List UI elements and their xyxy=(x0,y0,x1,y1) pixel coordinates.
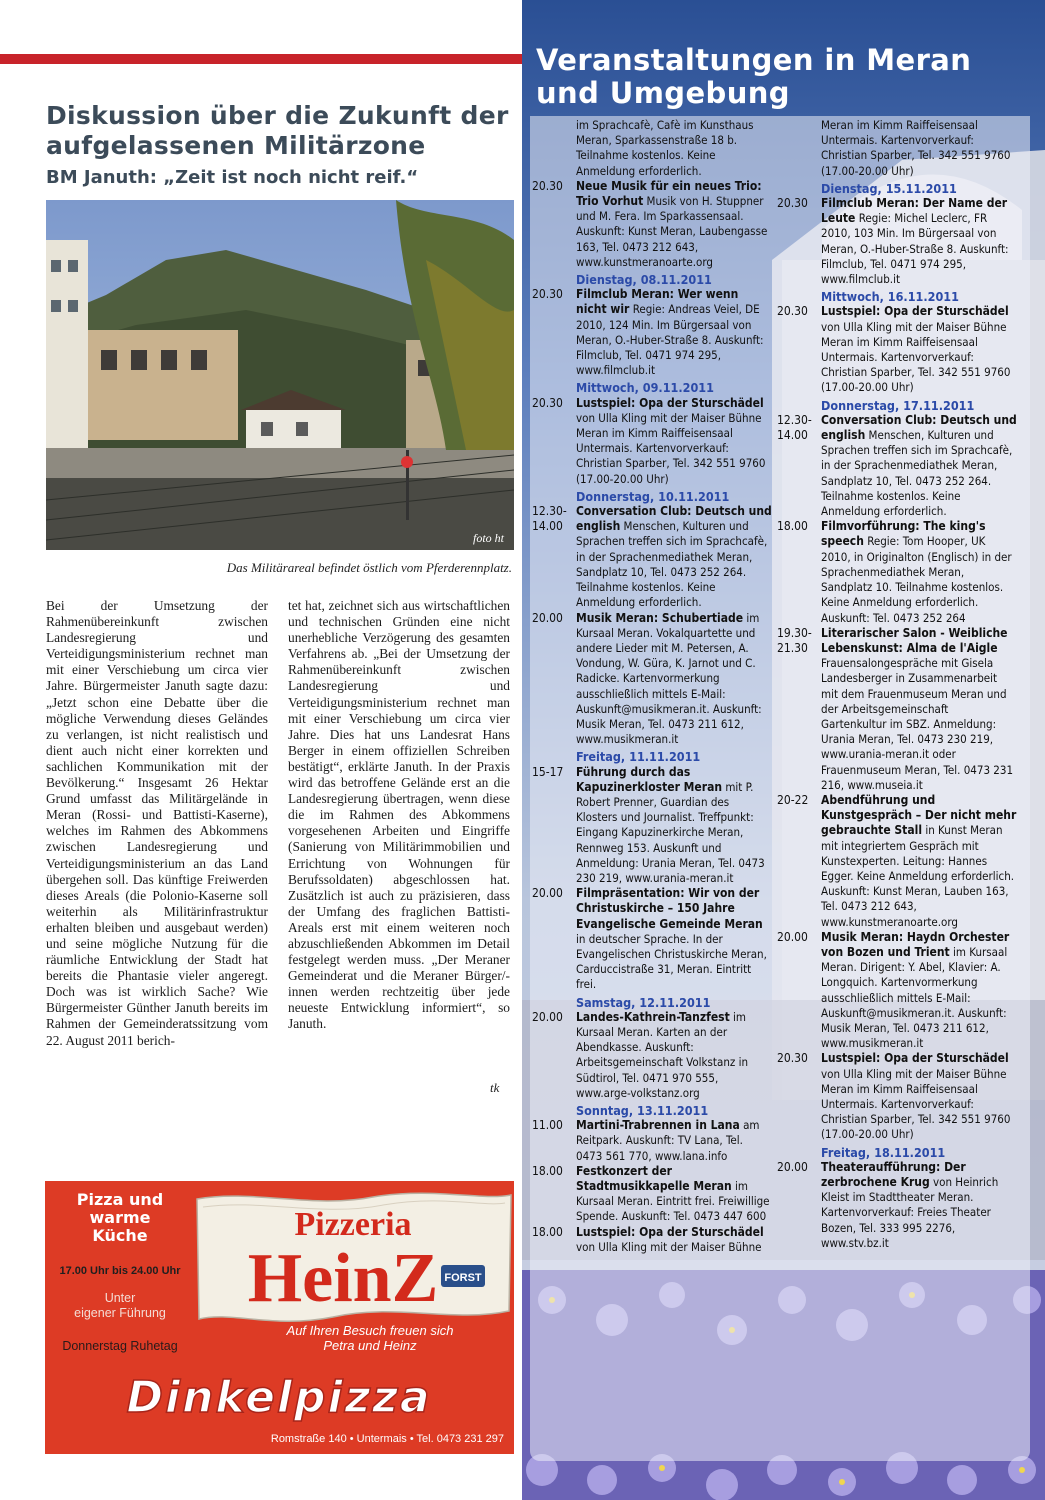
event-body xyxy=(821,626,1017,793)
event-title: Musik Meran: Haydn Orchester von Bozen und Trient xyxy=(821,929,1010,959)
event-time: 11.00 xyxy=(532,1118,563,1133)
event-time: 20.30 xyxy=(532,395,563,410)
event-body xyxy=(576,1225,772,1255)
pizzeria-advertisement xyxy=(45,1181,514,1454)
event-description: von Ulla Kling mit der Maiser Bühne Meran im Kimm Raiffeisensaal Untermais. Kartenvorverkauf: Christian Sparber, Tel. 342 551 9760 (17.00-20.00 Uhr) xyxy=(821,1066,1011,1142)
military-area-photo xyxy=(46,200,514,550)
ad-pizza-line: warme xyxy=(89,1208,151,1227)
event-description: im Kursaal Meran. Vokalquartette und andere Lieder mit M. Petersen, A. Vondung, W. Güra, K. Jarnot und C. Radicke. Kartenvormerkung ausschließlich mittels E-Mail: Auskunft@musikmeran.it. Auskunft: Musik Meran, Tel. 0473 211 612, www.musikmeran.it xyxy=(576,610,762,747)
event-time: 20.00 xyxy=(777,929,808,944)
event-entry xyxy=(777,1160,1017,1251)
event-title: Martini-Trabrennen in Lana xyxy=(576,1118,740,1133)
event-date-heading: Samstag, 12.11.2011 xyxy=(576,994,711,1010)
event-title: Filmvorführung: The king's speech xyxy=(821,519,986,549)
events-section xyxy=(522,0,1045,1500)
event-entry xyxy=(532,287,772,378)
event-body xyxy=(821,196,1017,287)
ad-pizza-heading xyxy=(45,1191,195,1245)
events-title xyxy=(536,44,1036,110)
event-entry xyxy=(777,519,1017,625)
event-title: Lustspiel: Opa der Sturschädel xyxy=(576,1224,764,1239)
article-author: tk xyxy=(490,1080,500,1095)
event-description: von Heinrich Kleist im Stadttheater Meran. Kartenvorverkauf: Freies Theater Bozen, Tel. 333 995 2276, www.stv.bz.it xyxy=(821,1175,999,1250)
ad-welcome-line: Auf Ihren Besuch freuen sich xyxy=(286,1323,454,1338)
event-body xyxy=(576,1164,772,1225)
dinkelpizza-logo xyxy=(45,1366,514,1426)
event-entry xyxy=(777,304,1017,395)
event-title: Musik Meran: Schubertiade xyxy=(576,610,744,625)
event-entry xyxy=(777,1051,1017,1142)
event-entry xyxy=(777,793,1017,930)
ad-welcome-message xyxy=(250,1323,490,1353)
event-date-heading: Mittwoch, 16.11.2011 xyxy=(821,289,959,305)
event-entry xyxy=(532,1010,772,1101)
event-description: Regie: Tom Hooper, UK 2010, in Originalton (Englisch) in der Sprachenmediathek Meran, Sandplatz 10. Teilnahme kostenlos. Keine Anmeldung erforderlich. Auskunft: Tel. 0473 252 264 xyxy=(821,534,1012,625)
event-body xyxy=(576,504,772,610)
event-continuation: im Sprachcafè, Cafè im Kunsthaus Meran, Sparkassenstraße 18 b. Teilnahme kostenlos. Keine Anmeldung erforderlich. xyxy=(576,118,754,178)
event-time: 20.00 xyxy=(532,610,563,625)
ad-address: Romstraße 140 • Untermais • Tel. 0473 231 297 xyxy=(270,1433,504,1445)
event-title: Lustspiel: Opa der Sturschädel xyxy=(821,1051,1009,1066)
event-description: von Ulla Kling mit der Maiser Bühne Meran im Kimm Raiffeisensaal Untermais. Kartenvorverkauf: Christian Sparber, Tel. 342 551 9760 (17.00-20.00 Uhr) xyxy=(576,410,766,486)
event-description: von Ulla Kling mit der Maiser Bühne xyxy=(576,1239,762,1254)
forst-beer-logo: FORST xyxy=(444,1272,482,1284)
event-body xyxy=(576,179,772,270)
event-title: Filmclub Meran: Wer wenn nicht wir xyxy=(576,287,739,317)
event-entry xyxy=(777,626,1017,793)
event-description: im Kursaal Meran. Karten an der Abendkasse. Auskunft: Arbeitsgemeinschaft Volkstanz in Südtirol, Tel. 0471 970 555, www.arge-volkstanz.org xyxy=(576,1009,749,1100)
event-entry xyxy=(532,1225,772,1255)
event-entry xyxy=(532,179,772,270)
event-description: Menschen, Kulturen und Sprachen treffen sich im Sprachcafè, in der Sprachenmediathek Meran, Sandplatz 10, Tel. 0473 252 264. Teilnahme kostenlos. Keine Anmeldung erforderlich. xyxy=(821,428,1013,519)
event-entry xyxy=(532,504,772,610)
events-column-right xyxy=(777,118,1017,1251)
event-entry xyxy=(777,413,1017,519)
event-title: Literarischer Salon - Weibliche Lebenskunst: Alma de l'Aigle xyxy=(821,625,1008,655)
event-title: Lustspiel: Opa der Sturschädel xyxy=(821,304,1009,319)
brand-pizzeria-text: Pizzeria xyxy=(294,1206,412,1243)
event-time: 18.00 xyxy=(532,1224,563,1239)
event-entry xyxy=(777,196,1017,287)
event-body xyxy=(821,413,1017,519)
events-column-left xyxy=(532,118,772,1255)
event-body xyxy=(576,765,772,887)
article-column-2: tet hat, zeichnet sich aus wirtschaftlichen und technischen Gründen eine nicht unerhebliche Verzögerung des gesamten Verfahrens ab. „Bei der Umsetzung der Rahmenübereinkunft zwischen Landesregierung und Verteidigungsministerium rechnet man mit einer Verschiebung um circa vier Jahre. Dies hat uns Landesrat Hans Berger in einem offiziellen Schreiben bestätigt“, erklärte Januth. In der Praxis wird das betroffene Gelände erst an die Landesregierung übertragen, wenn diese die im Rahmen des Abkommens vorgesehenen Arbeiten und Eingriffe (Sanierung von Militärimmobilien und Errichtung von Wohnungen für Berufssoldaten) abgeschlossen hat. Zusätzlich ist auch zu präzisieren, dass der Umfang des fraglichen Battisti-Areals erst mit einem weiteren noch abzuschließenden Abkommen im Detail festgelegt werden muss. „Der Meraner Gemeinderat und die Meraner Bürger/-innen werden rechtzeitig über jede neueste Entwicklung informiert“, so Januth. xyxy=(288,598,510,1032)
event-description: Regie: Andreas Veiel, DE 2010, 124 Min. Im Bürgersaal von Meran, O.-Huber-Straße 8. Auskunft: Filmclub, Tel. 0471 974 295, www.filmclub.it xyxy=(576,302,764,378)
event-time: 12.30-14.00 xyxy=(532,504,567,534)
event-date-heading: Sonntag, 13.11.2011 xyxy=(576,1103,709,1118)
event-description: im Kursaal Meran. Eintritt frei. Freiwillige Spende. Auskunft: Tel. 0473 447 600 xyxy=(576,1179,770,1224)
event-title: Filmclub Meran: Der Name der Leute xyxy=(821,196,1008,226)
article-section xyxy=(0,0,522,1500)
event-title: Conversation Club: Deutsch und english xyxy=(576,504,772,534)
event-description: Regie: Michel Leclerc, FR 2010, 103 Min. Im Bürgersaal von Meran, O.-Huber-Straße 8. Auskunft: Filmclub, Tel. 0471 974 295, www.filmclub.it xyxy=(821,211,1009,287)
event-description: mit P. Robert Prenner, Guardian des Klosters und Journalist. Treffpunkt: Eingang Kapuzinerkirche Meran, Rennweg 153. Auskunft und Anmeldung: Urania Meran, Tel. 0473 230 219, www.urania-meran.it xyxy=(576,779,765,885)
event-body xyxy=(821,793,1017,930)
dinkelpizza-text: Dinkelpizza xyxy=(126,1372,432,1423)
event-entry xyxy=(532,396,772,487)
article-subheadline: BM Januth: „Zeit ist noch nicht reif.“ xyxy=(46,167,419,188)
event-body xyxy=(821,304,1017,395)
event-body xyxy=(576,886,772,992)
event-time: 20.00 xyxy=(532,1009,563,1024)
event-time: 12.30-14.00 xyxy=(777,412,812,443)
event-body xyxy=(576,1010,772,1101)
event-time: 20.30 xyxy=(532,178,563,193)
event-title: Lustspiel: Opa der Sturschädel xyxy=(576,395,764,410)
article-headline: Diskussion über die Zukunft der aufgelassenen Militärzone xyxy=(46,101,509,160)
event-body xyxy=(576,287,772,378)
ad-pizza-line: Küche xyxy=(92,1226,148,1245)
event-time: 20.30 xyxy=(777,304,808,319)
event-description: von Ulla Kling mit der Maiser Bühne Meran im Kimm Raiffeisensaal Untermais. Kartenvorverkauf: Christian Sparber, Tel. 342 551 9760 (17.00-20.00 Uhr) xyxy=(821,319,1011,395)
event-entry xyxy=(532,1118,772,1164)
event-time: 18.00 xyxy=(532,1163,563,1178)
ad-pizza-line: Pizza und xyxy=(76,1190,164,1209)
brand-heinz-text: HeinZ xyxy=(247,1240,439,1317)
event-time: 20.00 xyxy=(532,886,563,901)
events-title-line: und Umgebung xyxy=(536,76,790,110)
event-body xyxy=(821,519,1017,625)
event-body xyxy=(821,930,1017,1052)
event-date-heading: Donnerstag, 17.11.2011 xyxy=(821,397,975,413)
event-description: im Kursaal Meran. Dirigent: Y. Abel, Klavier: A. Longquich. Kartenvormerkung ausschließlich mittels E-Mail: Auskunft@musikmeran.it. Auskunft: Musik Meran, Tel. 0473 211 612, www.musikmeran.it xyxy=(821,944,1008,1051)
event-date-heading: Freitag, 11.11.2011 xyxy=(576,749,701,765)
photo-caption: Das Militärareal befindet östlich vom Pferderennplatz. xyxy=(226,560,512,575)
pizzeria-heinz-logo xyxy=(193,1191,514,1327)
event-description: in Kunst Meran mit integriertem Gespräch mit Kunstexperten. Leitung: Hannes Egger. Keine Anmeldung erforderlich. Auskunft: Kunst Meran, Lauben 163, Tel. 0473 212 643, www.kunstmeranoarte.org xyxy=(821,823,1015,929)
event-body xyxy=(576,611,772,748)
ad-rest-day: Donnerstag Ruhetag xyxy=(62,1339,178,1353)
event-time: 20-22 xyxy=(777,792,809,807)
event-date-heading: Mittwoch, 09.11.2011 xyxy=(576,380,714,396)
event-entry xyxy=(532,1164,772,1225)
event-body xyxy=(576,396,772,487)
photo-credit: foto ht xyxy=(472,531,504,545)
ad-welcome-line: Petra und Heinz xyxy=(323,1338,417,1353)
article-photo xyxy=(46,200,514,550)
event-time: 20.30 xyxy=(777,196,808,211)
event-title: Abendführung und Kunstgespräch – Der nicht mehr gebrauchte Stall xyxy=(821,792,1017,838)
event-body xyxy=(821,1051,1017,1142)
event-time: 18.00 xyxy=(777,519,808,534)
event-time: 15-17 xyxy=(532,764,564,779)
event-title: Filmpräsentation: Wir von der Christuskirche – 150 Jahre Evangelische Gemeinde Meran xyxy=(576,886,763,931)
event-continuation: Meran im Kimm Raiffeisensaal Untermais. Kartenvorverkauf: Christian Sparber, Tel. 342 551 9760 (17.00-20.00 Uhr) xyxy=(821,118,1011,178)
event-title: Conversation Club: Deutsch und english xyxy=(821,412,1017,443)
event-title: Führung durch das Kapuzinerkloster Meran xyxy=(576,764,723,794)
event-time: 20.30 xyxy=(532,287,563,302)
event-title: Neue Musik für ein neues Trio: Trio Vorhut xyxy=(576,178,762,209)
ad-opening-hours: 17.00 Uhr bis 24.00 Uhr xyxy=(59,1265,181,1277)
event-time: 20.30 xyxy=(777,1051,808,1066)
ad-ownership-line: eigener Führung xyxy=(74,1306,166,1320)
event-entry xyxy=(532,886,772,992)
event-time: 20.00 xyxy=(777,1159,808,1174)
event-description: Menschen, Kulturen und Sprachen treffen sich im Sprachcafè, in der Sprachenmediathek Meran, Sandplatz 10, Tel. 0473 252 264. Teilnahme kostenlos. Keine Anmeldung erforderlich. xyxy=(576,519,768,610)
event-entry xyxy=(777,930,1017,1052)
event-date-heading: Donnerstag, 10.11.2011 xyxy=(576,488,730,504)
event-entry xyxy=(532,611,772,748)
event-body xyxy=(576,1118,772,1164)
event-body xyxy=(821,1160,1017,1251)
event-description: in deutscher Sprache. In der Evangelischen Christuskirche Meran, Carduccistraße 31, Meran. Eintritt frei. xyxy=(576,931,767,992)
event-date-heading: Freitag, 18.11.2011 xyxy=(821,1144,946,1160)
ad-ownership-line: Unter xyxy=(104,1291,136,1305)
event-title: Theateraufführung: Der zerbrochene Krug xyxy=(821,1159,966,1190)
event-entry xyxy=(532,765,772,887)
event-time: 19.30-21.30 xyxy=(777,625,812,655)
article-column-1: Bei der Umsetzung der Rahmenübereinkunft zwischen Landesregierung und Verteidigungsministerium rechnet man mit einer Verschiebung um circa vier Jahre. Bürgermeister Januth sagte dazu: „Jetzt schon eine Debatte über die mögliche Verwendung dieses Geländes zu verlangen, ist nicht realistisch und dient auch nicht einer korrekten und sachlichen Kommunikation mit der Bevölkerung.“ Insgesamt 26 Hektar Grund umfasst das Militärgelände in Meran (Rossi- und Battisti-Kaserne), welches im Rahmen des Abkommens zwischen Landesregierung und Verteidigungsministerium an das Land übergehen soll. Das künftige Freiwerden dieses Areals (die Polonio-Kaserne soll weiterhin als Militärinfrastruktur erhalten bleiben und ausgebaut werden) und seine mögliche Nutzung für die räumliche Entwicklung der Stadt hat bereits die Phantasie vieler angeregt. Doch was ist wirklich Sache? Wie Bürgermeister Günther Januth bereits im Rahmen der Gemeinderatssitzung vom 22. August 2011 berich- xyxy=(46,598,268,1048)
events-title-line: Veranstaltungen in Meran xyxy=(536,43,972,77)
event-description: Musik von H. Stuppner und M. Fera. Im Sparkassensaal. Auskunft: Kunst Meran, Laubengasse 163, Tel. 0473 212 643, www.kunstmeranoarte.org xyxy=(576,194,768,269)
ad-ownership xyxy=(45,1291,195,1321)
event-title: Festkonzert der Stadtmusikkapelle Meran xyxy=(576,1163,732,1194)
event-date-heading: Dienstag, 08.11.2011 xyxy=(576,272,712,288)
event-description: Frauensalongespräche mit Gisela Landesberger in Zusammenarbeit mit dem Frauenmuseum Meran und der Arbeitsgemeinschaft Gartenkultur im SBZ. Anmeldung: Urania Meran, Tel. 0473 230 219, www.urania-meran.it oder Frauenmuseum Meran, Tel. 0473 231 216, www.museia.it xyxy=(821,656,1014,792)
event-description: am Reitpark. Auskunft: TV Lana, Tel. 0473 561 770, www.lana.info xyxy=(576,1118,760,1163)
event-title: Landes-Kathrein-Tanzfest xyxy=(576,1009,730,1024)
event-date-heading: Dienstag, 15.11.2011 xyxy=(821,180,957,196)
